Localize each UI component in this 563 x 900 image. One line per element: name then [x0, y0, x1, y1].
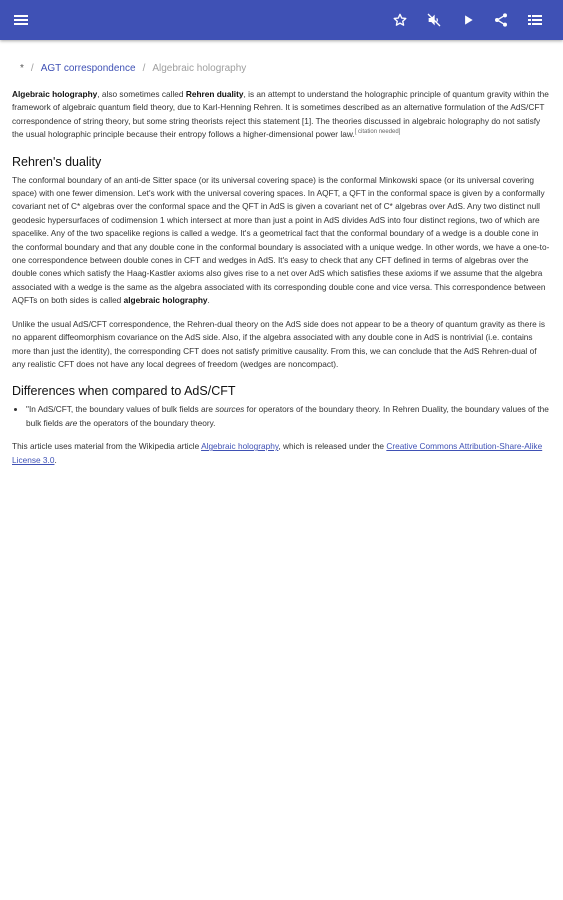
- breadcrumb-separator: /: [142, 63, 146, 74]
- breadcrumb-separator: /: [30, 63, 34, 74]
- intro-text-1: , also sometimes called: [97, 89, 186, 99]
- volume-off-icon: [426, 12, 442, 28]
- star-icon: [392, 12, 408, 28]
- menu-button[interactable]: [4, 0, 38, 40]
- intro-term: Algebraic holography: [12, 89, 98, 99]
- hamburger-menu-icon: [13, 13, 29, 27]
- view-list-icon: [527, 13, 543, 27]
- intro-alias: Rehren duality: [185, 89, 244, 99]
- rehren-paragraph-1-end: .: [207, 295, 210, 306]
- rehren-paragraph-2: Unlike the usual AdS/CFT correspondence, the Rehren-dual theory on the AdS side does not appear to be a theory of quantum gravity as there is no apparent diffeomorphism covariance on the AdS side. Also, if the algebra associated with any double cone in AdS is nontrivial (i.e. contains more than just the identity), the corresponding CFT does not satisfy primitive causality. From this, we can conclude that the AdS Rehren-dual of any realistic CFT does not have any local degrees of freedom (wedges are noncompact).: [12, 318, 546, 369]
- share-button[interactable]: [484, 0, 518, 40]
- breadcrumb-home[interactable]: *: [20, 63, 24, 74]
- bullet-emphasis: sources: [215, 404, 245, 415]
- bullet-text: "In AdS/CFT, the boundary values of bulk fields are: [26, 404, 216, 415]
- breadcrumb-current: Algebraic holography: [152, 63, 247, 74]
- favorite-button[interactable]: [383, 0, 417, 40]
- breadcrumb: [12, 56, 552, 82]
- list-item: [26, 403, 552, 430]
- differences-list: [12, 403, 552, 430]
- share-icon: [493, 12, 509, 28]
- section-heading-rehrens-duality: Rehren's duality: [12, 154, 102, 169]
- footer-text-1: This article uses material from the Wikipedia article: [12, 441, 202, 452]
- citation-needed[interactable]: [ citation needed]: [354, 129, 401, 136]
- license-link[interactable]: Creative Commons Attribution-Share-Alike License 3.0: [12, 441, 543, 465]
- play-icon: [461, 13, 475, 27]
- footer-text-2: , which is released under the: [278, 441, 387, 452]
- mute-button[interactable]: [417, 0, 451, 40]
- app-toolbar: [0, 0, 563, 40]
- play-button[interactable]: [451, 0, 485, 40]
- bullet-text: for operators of the boundary theory. In Rehren Duality, the boundary values of the bulk fields: [26, 404, 549, 428]
- rehren-paragraph-1-bold: algebraic holography: [123, 295, 208, 306]
- intro-paragraph: [12, 88, 552, 142]
- rehren-paragraph-1: [12, 174, 552, 308]
- wikipedia-article-link[interactable]: Algebraic holography: [201, 441, 279, 452]
- bullet-emphasis: are: [65, 417, 78, 428]
- footer-text-3: .: [54, 454, 57, 465]
- article-content: [12, 56, 552, 477]
- contents-button[interactable]: [518, 0, 552, 40]
- section-heading-differences: Differences when compared to AdS/CFT: [12, 384, 236, 399]
- rehren-paragraph-1-text: The conformal boundary of an anti-de Sitter space (or its universal covering space) is the conformal Minkowski space (or its universal covering space) with one fewer dimension. Let's work with the universal covering spaces. In AQFT, a QFT in the conformal space is given by a conformally covariant net of C* algebras over the conformal space and the QFT in AdS is given a covariant net of C* algebras over AdS. Any two distinct null geodesic hypersurfaces of codimension 1 which intersect at more than just a point in AdS divides AdS into four distinct regions, two of which are spacelike. Any of the two spacelike regions is called a wedge. It's a geometrical fact that the conformal boundary of a wedge is a double cone in the conformal boundary and that any double cone in the conformal boundary is associated with a unique wedge. In other words, we have a one-to-one correspondence between double cones in CFT and wedges in AdS. It's easy to check that any CFT defined in terms of algebras over the double cones which satisfy the Haag-Kastler axioms also gives rise to a net over AdS which satisfies these axioms if we assume that the algebra associated with a wedge is the same as the algebra associated with its corresponding double cone and vice versa. This correspondence between AQFTs on both sides is called: [12, 174, 550, 306]
- breadcrumb-parent-link[interactable]: AGT correspondence: [40, 63, 136, 74]
- intro-text-2: , is an attempt to understand the holographic principle of quantum gravity within the framework of algebraic quantum field theory, due to Karl-Henning Rehren. It is sometimes described as an alternative formulation of the AdS/CFT correspondence of string theory, but some string theorists reject this statement [1]. The theories discussed in algebraic holography do not satisfy the usual holographic principle because their entropy follows a higher-dimensional power law.: [12, 89, 549, 140]
- license-footer: [12, 440, 552, 467]
- bullet-text: the operators of the boundary theory.: [77, 417, 216, 428]
